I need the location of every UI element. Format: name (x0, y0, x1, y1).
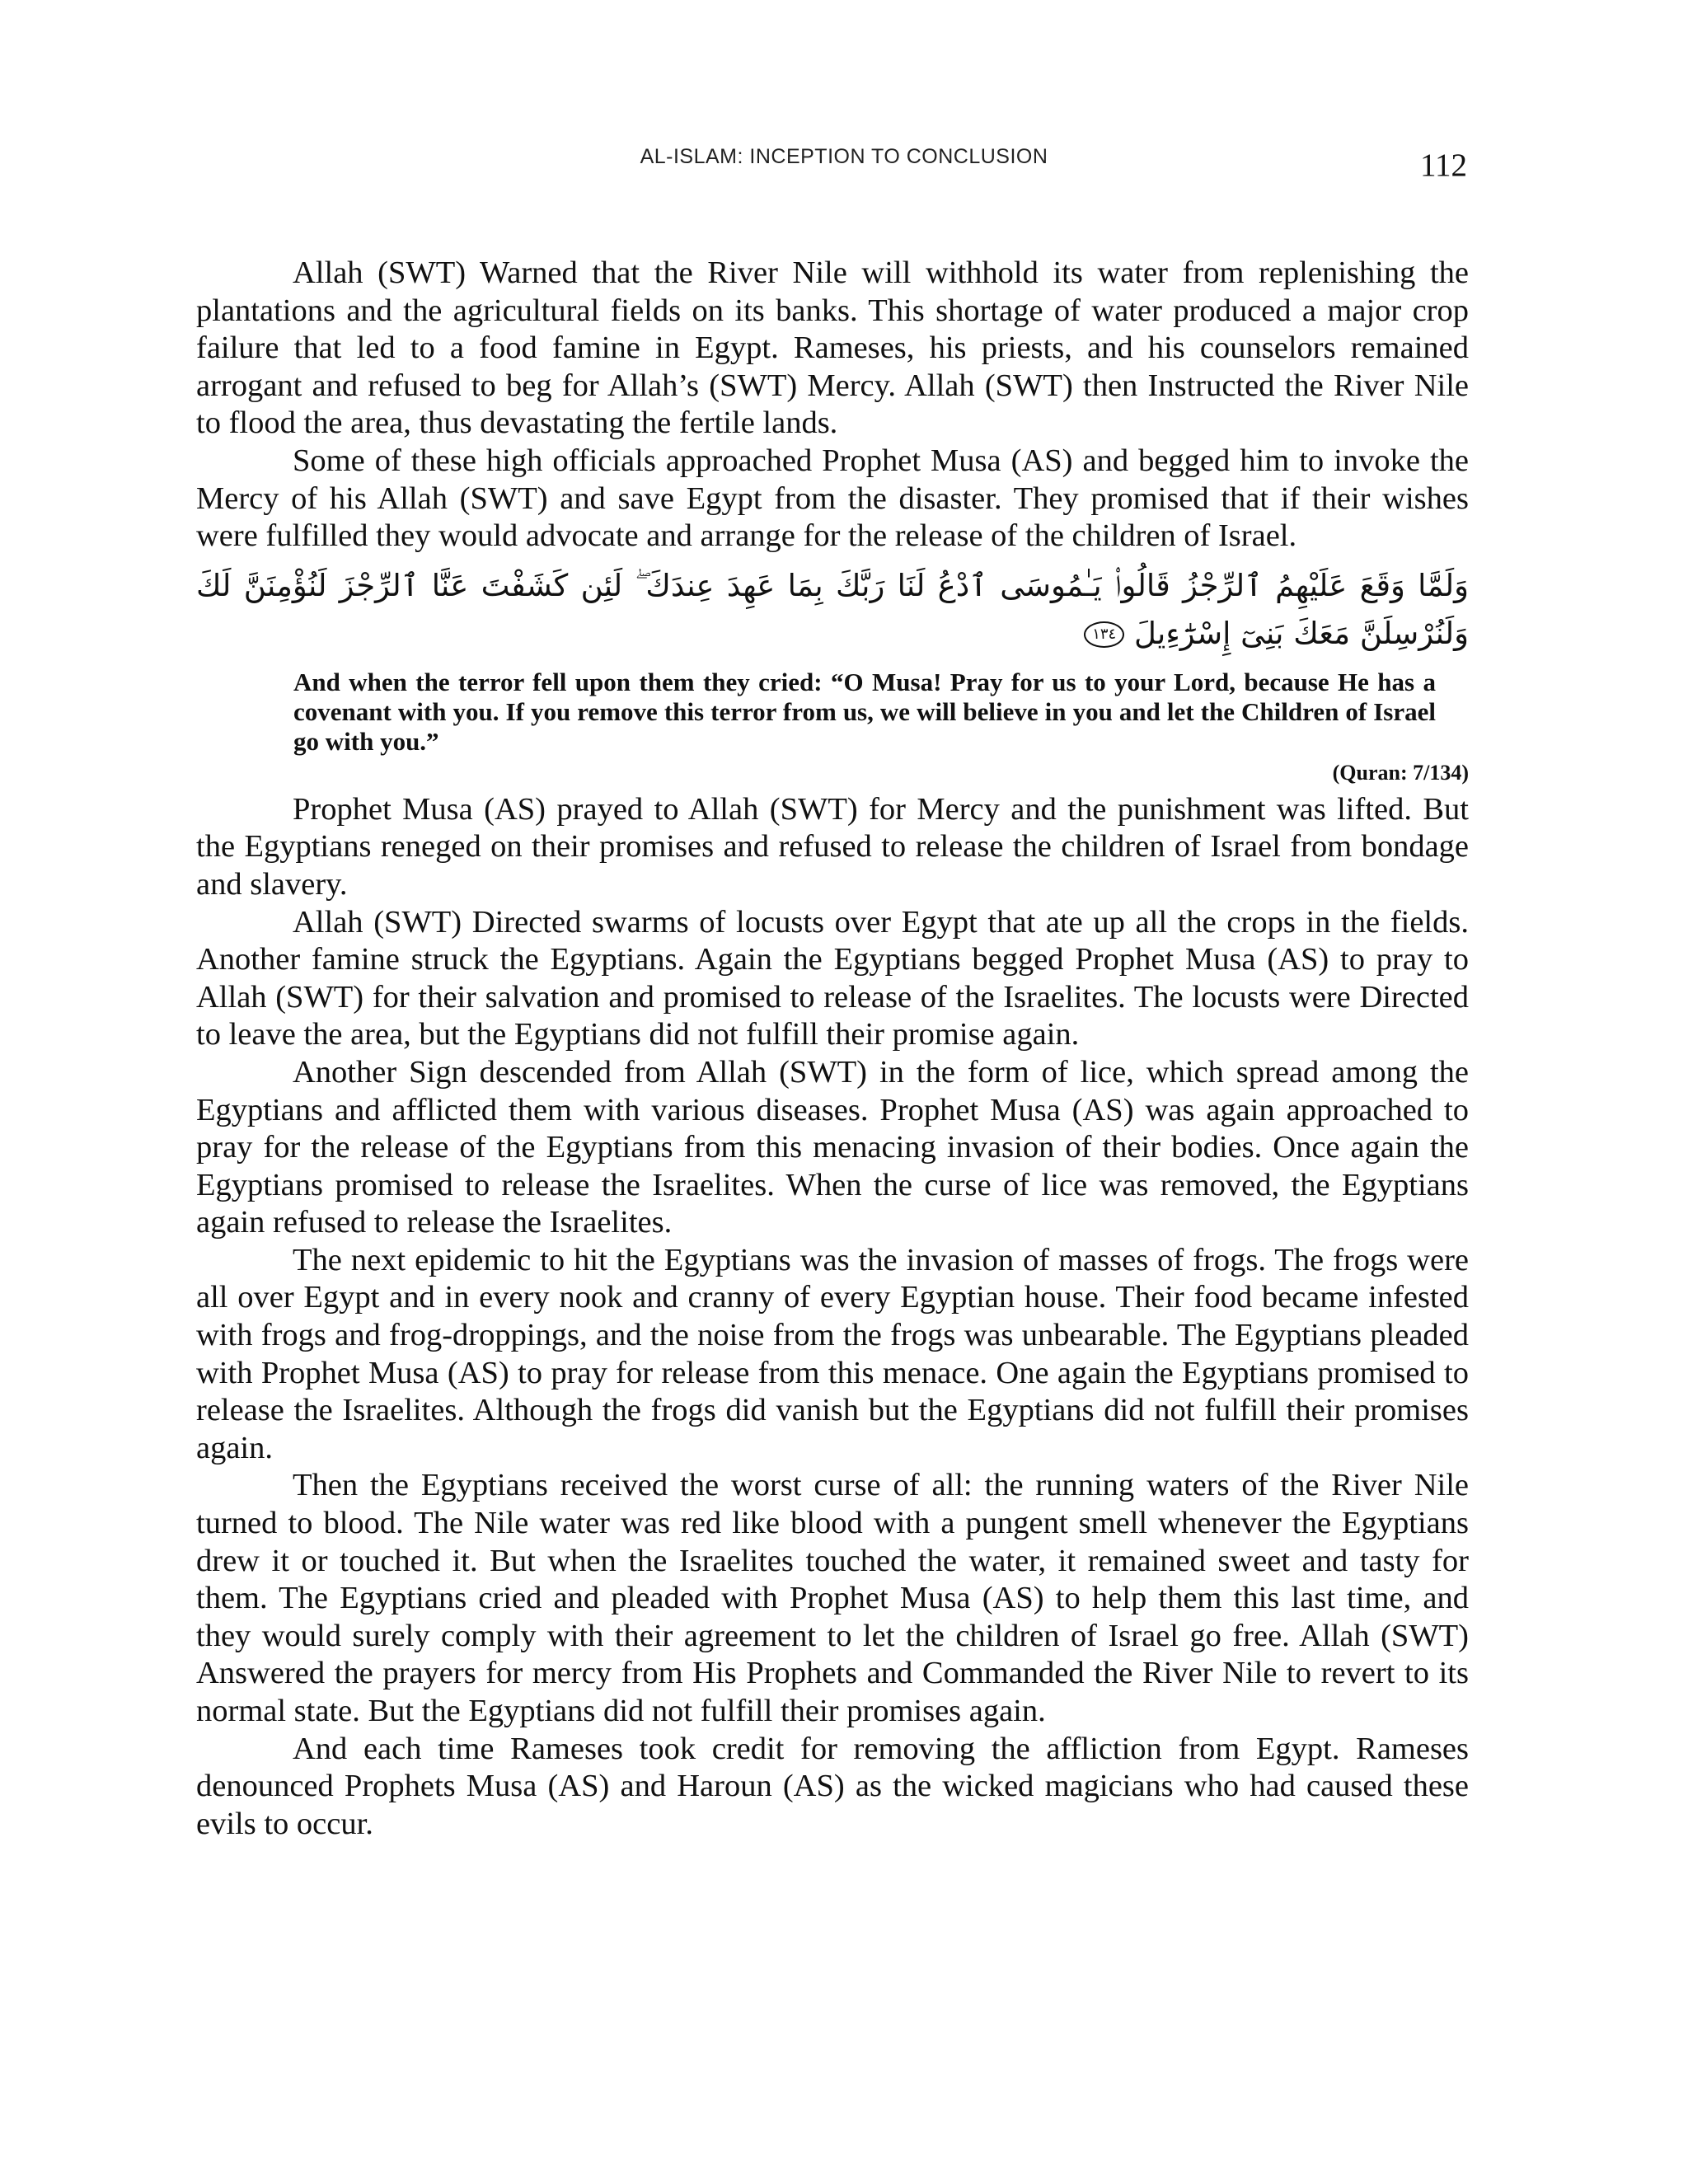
paragraph-5: Another Sign descended from Allah (SWT) in the form of lice, which spread among the Egyptians and afflicted them with various diseases. Prophet Musa (AS) was again approached to pray for the release of the Egyptians from this menacing invasion of their bodies. Once again the Egyptians promised to release the Israelites. When the curse of lice was removed, the Egyptians again refused to release the Israelites. (196, 1054, 1469, 1240)
arabic-verse-text: وَلَمَّا وَقَعَ عَلَيْهِمُ ٱلرِّجْزُ قَالُوا۟ يَـٰمُوسَى ٱدْعُ لَنَا رَبَّكَ بِمَا عَهِدَ عِندَكَ ۖ لَئِن كَشَفْتَ عَنَّا ٱلرِّجْزَ لَنُؤْمِنَنَّ لَكَ وَلَنُرْسِلَنَّ مَعَكَ بَنِىٓ إِسْرَٰٓءِيلَ (196, 567, 1469, 651)
paragraph-1: Allah (SWT) Warned that the River Nile will withhold its water from replenishing the plantations and the agricultural fields on its banks. This shortage of water produced a major crop failure that led to a food famine in Egypt. Rameses, his priests, and his counselors remained arrogant and refused to beg for Allah’s (SWT) Mercy. Allah (SWT) then Instructed the River Nile to flood the area, thus devastating the fertile lands. (196, 255, 1469, 441)
paragraph-3: Prophet Musa (AS) prayed to Allah (SWT) for Mercy and the punishment was lifted. But the Egyptians reneged on their promises and refused to release the children of Israel from bondage and slavery. (196, 791, 1469, 902)
paragraph-2: Some of these high officials approached Prophet Musa (AS) and begged him to invoke the Mercy of his Allah (SWT) and save Egypt from the disaster. They promised that if their wishes were fulfilled they would advocate and arrange for the release of the children of Israel. (196, 443, 1469, 554)
running-header: AL-ISLAM: INCEPTION TO CONCLUSION (640, 145, 1048, 168)
page-number: 112 (1419, 148, 1467, 183)
ayah-number-marker: ١٣٤ (1084, 621, 1124, 648)
paragraph-6: The next epidemic to hit the Egyptians was the invasion of masses of frogs. The frogs were all over Egypt and in every nook and cranny of every Egyptian house. Their food became infested with frogs and frog-droppings, and the noise from the frogs was unbearable. The Egyptians pleaded with Prophet Musa (AS) to pray for release from this menace. One again the Egyptians promised to release the Israelites. Although the frogs did vanish but the Egyptians did not fulfill their promises again. (196, 1242, 1469, 1465)
paragraph-4: Allah (SWT) Directed swarms of locusts over Egypt that ate up all the crops in the fields. Another famine struck the Egyptians. Again the Egyptians begged Prophet Musa (AS) to pray to Allah (SWT) for their salvation and promised to release of the Israelites. The locusts were Directed to leave the area, but the Egyptians did not fulfill their promise again. (196, 904, 1469, 1052)
verse-citation: (Quran: 7/134) (1332, 760, 1469, 785)
verse-translation: And when the terror fell upon them they cried: “O Musa! Pray for us to your Lord, because He has a covenant with you. If you remove this terror from us, we will believe in you and let the Children of Israel go with you.” (293, 667, 1436, 756)
paragraph-7: Then the Egyptians received the worst curse of all: the running waters of the River Nile turned to blood. The Nile water was red like blood with a pungent smell whenever the Egyptians drew it or touched it. But when the Israelites touched the water, it remained sweet and tasty for them. The Egyptians cried and pleaded with Prophet Musa (AS) to help them this last time, and they would surely comply with their agreement to let the children of Israel go free. Allah (SWT) Answered the prayers for mercy from His Prophets and Commanded the River Nile to revert to its normal state. But the Egyptians did not fulfill their promises again. (196, 1468, 1469, 1728)
paragraph-8: And each time Rameses took credit for removing the affliction from Egypt. Rameses denounced Prophets Musa (AS) and Haroun (AS) as the wicked magicians who had caused these evils to occur. (196, 1731, 1469, 1841)
body-text (196, 255, 1469, 1843)
arabic-verse (196, 562, 1469, 658)
